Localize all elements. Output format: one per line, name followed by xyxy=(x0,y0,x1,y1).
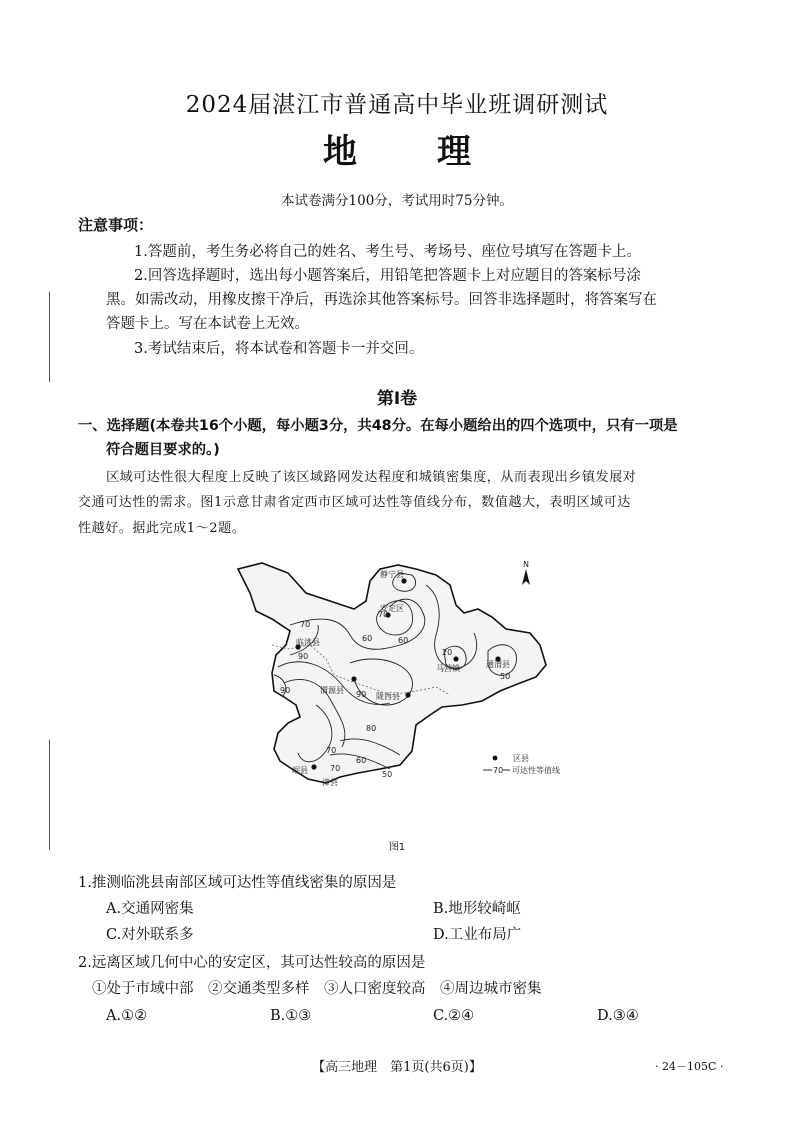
county-seat-marker xyxy=(401,578,406,583)
contour-value: 90 xyxy=(356,690,367,699)
accessibility-map xyxy=(230,555,580,810)
question-2-option-a[interactable]: A.①② xyxy=(106,1008,148,1024)
question-1-option-b[interactable]: B.地形较崎岖 xyxy=(433,901,521,917)
contour-value: 20 xyxy=(442,648,453,657)
north-arrow-icon xyxy=(522,560,530,585)
contour-value: 70 xyxy=(300,620,311,629)
place-label-weiyuan: 渭源县 xyxy=(320,686,344,695)
legend-county-label: 区县 xyxy=(513,754,529,763)
contour-value: 60 xyxy=(356,756,367,765)
contour-value: 90 xyxy=(298,652,309,661)
question-2-option-c[interactable]: C.②④ xyxy=(433,1008,475,1024)
passage-line-2: 交通可达性的需求。图1示意甘肃省定西市区域可达性等值线分布，数值越大，表明区域可达 xyxy=(78,495,631,510)
county-seat-marker xyxy=(453,656,458,661)
contour-value: 80 xyxy=(366,724,377,733)
contour-value: 70 xyxy=(330,764,341,773)
place-label-zhangxian: 漳县 xyxy=(322,778,338,787)
passage-line-3: 性越好。据此完成1～2题。 xyxy=(78,521,246,536)
contour-value: 60 xyxy=(362,634,373,643)
exam-title: 2024届湛江市普通高中毕业班调研测试 xyxy=(185,92,609,118)
question-1-option-d[interactable]: D.工业布局广 xyxy=(433,927,522,943)
question-1-stem: 1.推测临洮县南部区域可达性等值线密集的原因是 xyxy=(78,875,397,891)
exam-info: 本试卷满分100分，考试用时75分钟。 xyxy=(281,193,513,209)
notice-item-2-end: 答题卡上。写在本试卷上无效。 xyxy=(106,316,309,332)
question-2-option-b[interactable]: B.①③ xyxy=(270,1008,312,1024)
contour-value: 50 xyxy=(500,672,511,681)
map-legend xyxy=(483,754,560,775)
question-2-statements: ①处于市域中部 ②交通类型多样 ③人口密度较高 ④周边城市密集 xyxy=(92,981,542,997)
subject-char-1: 地 xyxy=(323,132,357,172)
contour-value: 60 xyxy=(398,636,409,645)
place-label-tongwei: 通渭县 xyxy=(486,660,510,669)
margin-line-bottom xyxy=(49,740,50,850)
contour-value: 70 xyxy=(326,746,337,755)
section-title: 第Ⅰ卷 xyxy=(376,389,418,409)
place-label-lintao: 临洮县 xyxy=(296,638,320,647)
contour-value: 90 xyxy=(280,686,291,695)
subject-title xyxy=(0,124,794,173)
part-one-line-1: 一、选择题(本卷共16个小题，每小题3分，共48分。在每小题给出的四个选项中，只有一项是 xyxy=(78,418,678,434)
county-seat-marker xyxy=(311,764,316,769)
margin-line-top xyxy=(49,292,50,382)
subject-char-2: 理 xyxy=(437,132,471,172)
page-footer: 【高三地理 第1页(共6页)】 xyxy=(312,1060,482,1075)
question-1-option-a[interactable]: A.交通网密集 xyxy=(106,901,194,917)
contour-value: 50 xyxy=(382,770,393,779)
part-one-line-2: 符合题目要求的。) xyxy=(106,442,220,458)
question-2-stem: 2.远离区域几何中心的安定区，其可达性较高的原因是 xyxy=(78,955,426,971)
notice-item-3: 3.考试结束后，将本试卷和答题卡一并交回。 xyxy=(134,341,424,357)
place-label-anding: 安定区 xyxy=(380,604,404,613)
county-seat-marker xyxy=(351,676,356,681)
county-seat-marker xyxy=(405,692,410,697)
notice-heading: 注意事项： xyxy=(78,216,154,234)
question-2-option-d[interactable]: D.③④ xyxy=(597,1008,639,1024)
question-1-option-c[interactable]: C.对外联系多 xyxy=(106,927,194,943)
notice-item-2-cont: 黑。如需改动，用橡皮擦干净后，再选涂其他答案标号。回答非选择题时，将答案写在 xyxy=(106,292,657,308)
place-label-maying: 马营镇 xyxy=(436,664,460,673)
notice-item-2: 2.回答选择题时，选出每小题答案后，用铅笔把答题卡上对应题目的答案标号涂 xyxy=(134,268,641,284)
contour-value: 70 xyxy=(378,610,389,619)
paper-code: · 24－105C · xyxy=(655,1060,724,1073)
legend-county-icon xyxy=(493,756,498,761)
place-label-minxian: 岷县 xyxy=(292,766,308,775)
legend-contour-label: 可达性等值线 xyxy=(512,766,560,775)
passage-line-1: 区域可达性很大程度上反映了该区域路网发达程度和城镇密集度，从而表现出乡镇发展对 xyxy=(106,470,637,485)
place-label-jingning: 静宁县 xyxy=(380,570,404,579)
notice-item-1: 1.答题前，考生务必将自己的姓名、考生号、考场号、座位号填写在答题卡上。 xyxy=(134,244,641,260)
figure-caption: 图1 xyxy=(388,842,406,853)
legend-contour-value: 70 xyxy=(493,766,504,775)
svg-text:N: N xyxy=(523,560,529,569)
place-label-longxi: 陇西县 xyxy=(376,692,400,701)
